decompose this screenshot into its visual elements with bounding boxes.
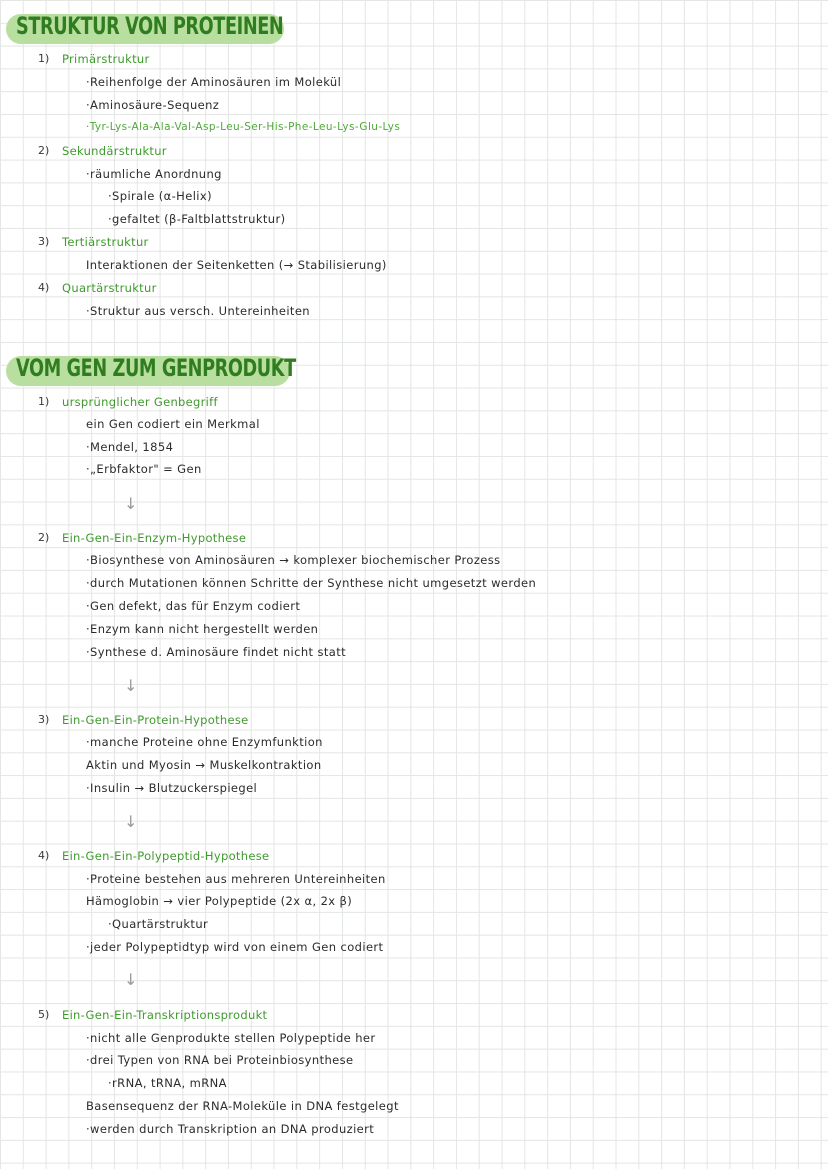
item-line: ·Synthese d. Aminosäure findet nicht statt (86, 645, 347, 659)
item-number: 3) (38, 713, 50, 726)
item-line: ·„Erbfaktor" = Gen (86, 462, 202, 476)
section1-title: STRUKTUR VON PROTEINEN (16, 12, 284, 40)
item-heading: Quartärstruktur (62, 281, 157, 295)
down-arrow-icon: ↓ (124, 676, 138, 695)
item-line: ·Quartärstruktur (108, 917, 209, 931)
item-heading: Ein-Gen-Ein-Polypeptid-Hypothese (62, 849, 270, 863)
item-number: 5) (38, 1008, 50, 1021)
item-number: 3) (38, 235, 50, 248)
item-line: ·Reihenfolge der Aminosäuren im Molekül (86, 75, 342, 89)
item-heading: ursprünglicher Genbegriff (62, 395, 218, 409)
item-line: Hämoglobin → vier Polypeptide (2x α, 2x β) (86, 894, 353, 908)
item-line: ein Gen codiert ein Merkmal (86, 417, 260, 431)
item-number: 4) (38, 849, 50, 862)
item-line: ·drei Typen von RNA bei Proteinbiosynthese (86, 1053, 354, 1067)
item-line: ·Insulin → Blutzuckerspiegel (86, 781, 258, 795)
item-number: 2) (38, 144, 50, 157)
item-line: ·räumliche Anordnung (86, 167, 222, 181)
item-line: ·Proteine bestehen aus mehreren Untereinheiten (86, 872, 386, 886)
item-heading: Primärstruktur (62, 52, 150, 66)
item-line: ·jeder Polypeptidtyp wird von einem Gen codiert (86, 940, 384, 954)
item-heading: Tertiärstruktur (62, 235, 149, 249)
item-line: Interaktionen der Seitenketten (→ Stabilisierung) (86, 258, 387, 272)
item-number: 1) (38, 395, 50, 408)
item-line: ·Aminosäure-Sequenz (86, 98, 220, 112)
item-line: ·Biosynthese von Aminosäuren → komplexer biochemischer Prozess (86, 553, 501, 567)
item-line: Aktin und Myosin → Muskelkontraktion (86, 758, 322, 772)
section2-title: VOM GEN ZUM GENPRODUKT (16, 354, 296, 382)
item-heading: Ein-Gen-Ein-Enzym-Hypothese (62, 531, 247, 545)
item-number: 2) (38, 531, 50, 544)
item-line: ·Enzym kann nicht hergestellt werden (86, 622, 319, 636)
down-arrow-icon: ↓ (124, 812, 138, 831)
item-line: Basensequenz der RNA-Moleküle in DNA festgelegt (86, 1099, 399, 1113)
item-line: ·Struktur aus versch. Untereinheiten (86, 304, 310, 318)
item-line: ·Mendel, 1854 (86, 440, 174, 454)
item-heading: Ein-Gen-Ein-Transkriptionsprodukt (62, 1008, 268, 1022)
item-number: 4) (38, 281, 50, 294)
item-line: ·gefaltet (β-Faltblattstruktur) (108, 212, 286, 226)
down-arrow-icon: ↓ (124, 970, 138, 989)
item-line: ·Tyr-Lys-Ala-Ala-Val-Asp-Leu-Ser-His-Phe-Leu-Lys-Glu-Lys (86, 121, 401, 133)
item-line: ·rRNA, tRNA, mRNA (108, 1076, 227, 1090)
item-line: ·nicht alle Genprodukte stellen Polypeptide her (86, 1031, 376, 1045)
item-heading: Sekundärstruktur (62, 144, 167, 158)
item-line: ·durch Mutationen können Schritte der Synthese nicht umgesetzt werden (86, 576, 537, 590)
item-number: 1) (38, 52, 50, 65)
item-heading: Ein-Gen-Ein-Protein-Hypothese (62, 713, 249, 727)
item-line: ·manche Proteine ohne Enzymfunktion (86, 735, 323, 749)
down-arrow-icon: ↓ (124, 494, 138, 513)
item-line: ·werden durch Transkription an DNA produziert (86, 1122, 375, 1136)
item-line: ·Spirale (α-Helix) (108, 189, 212, 203)
item-line: ·Gen defekt, das für Enzym codiert (86, 599, 301, 613)
